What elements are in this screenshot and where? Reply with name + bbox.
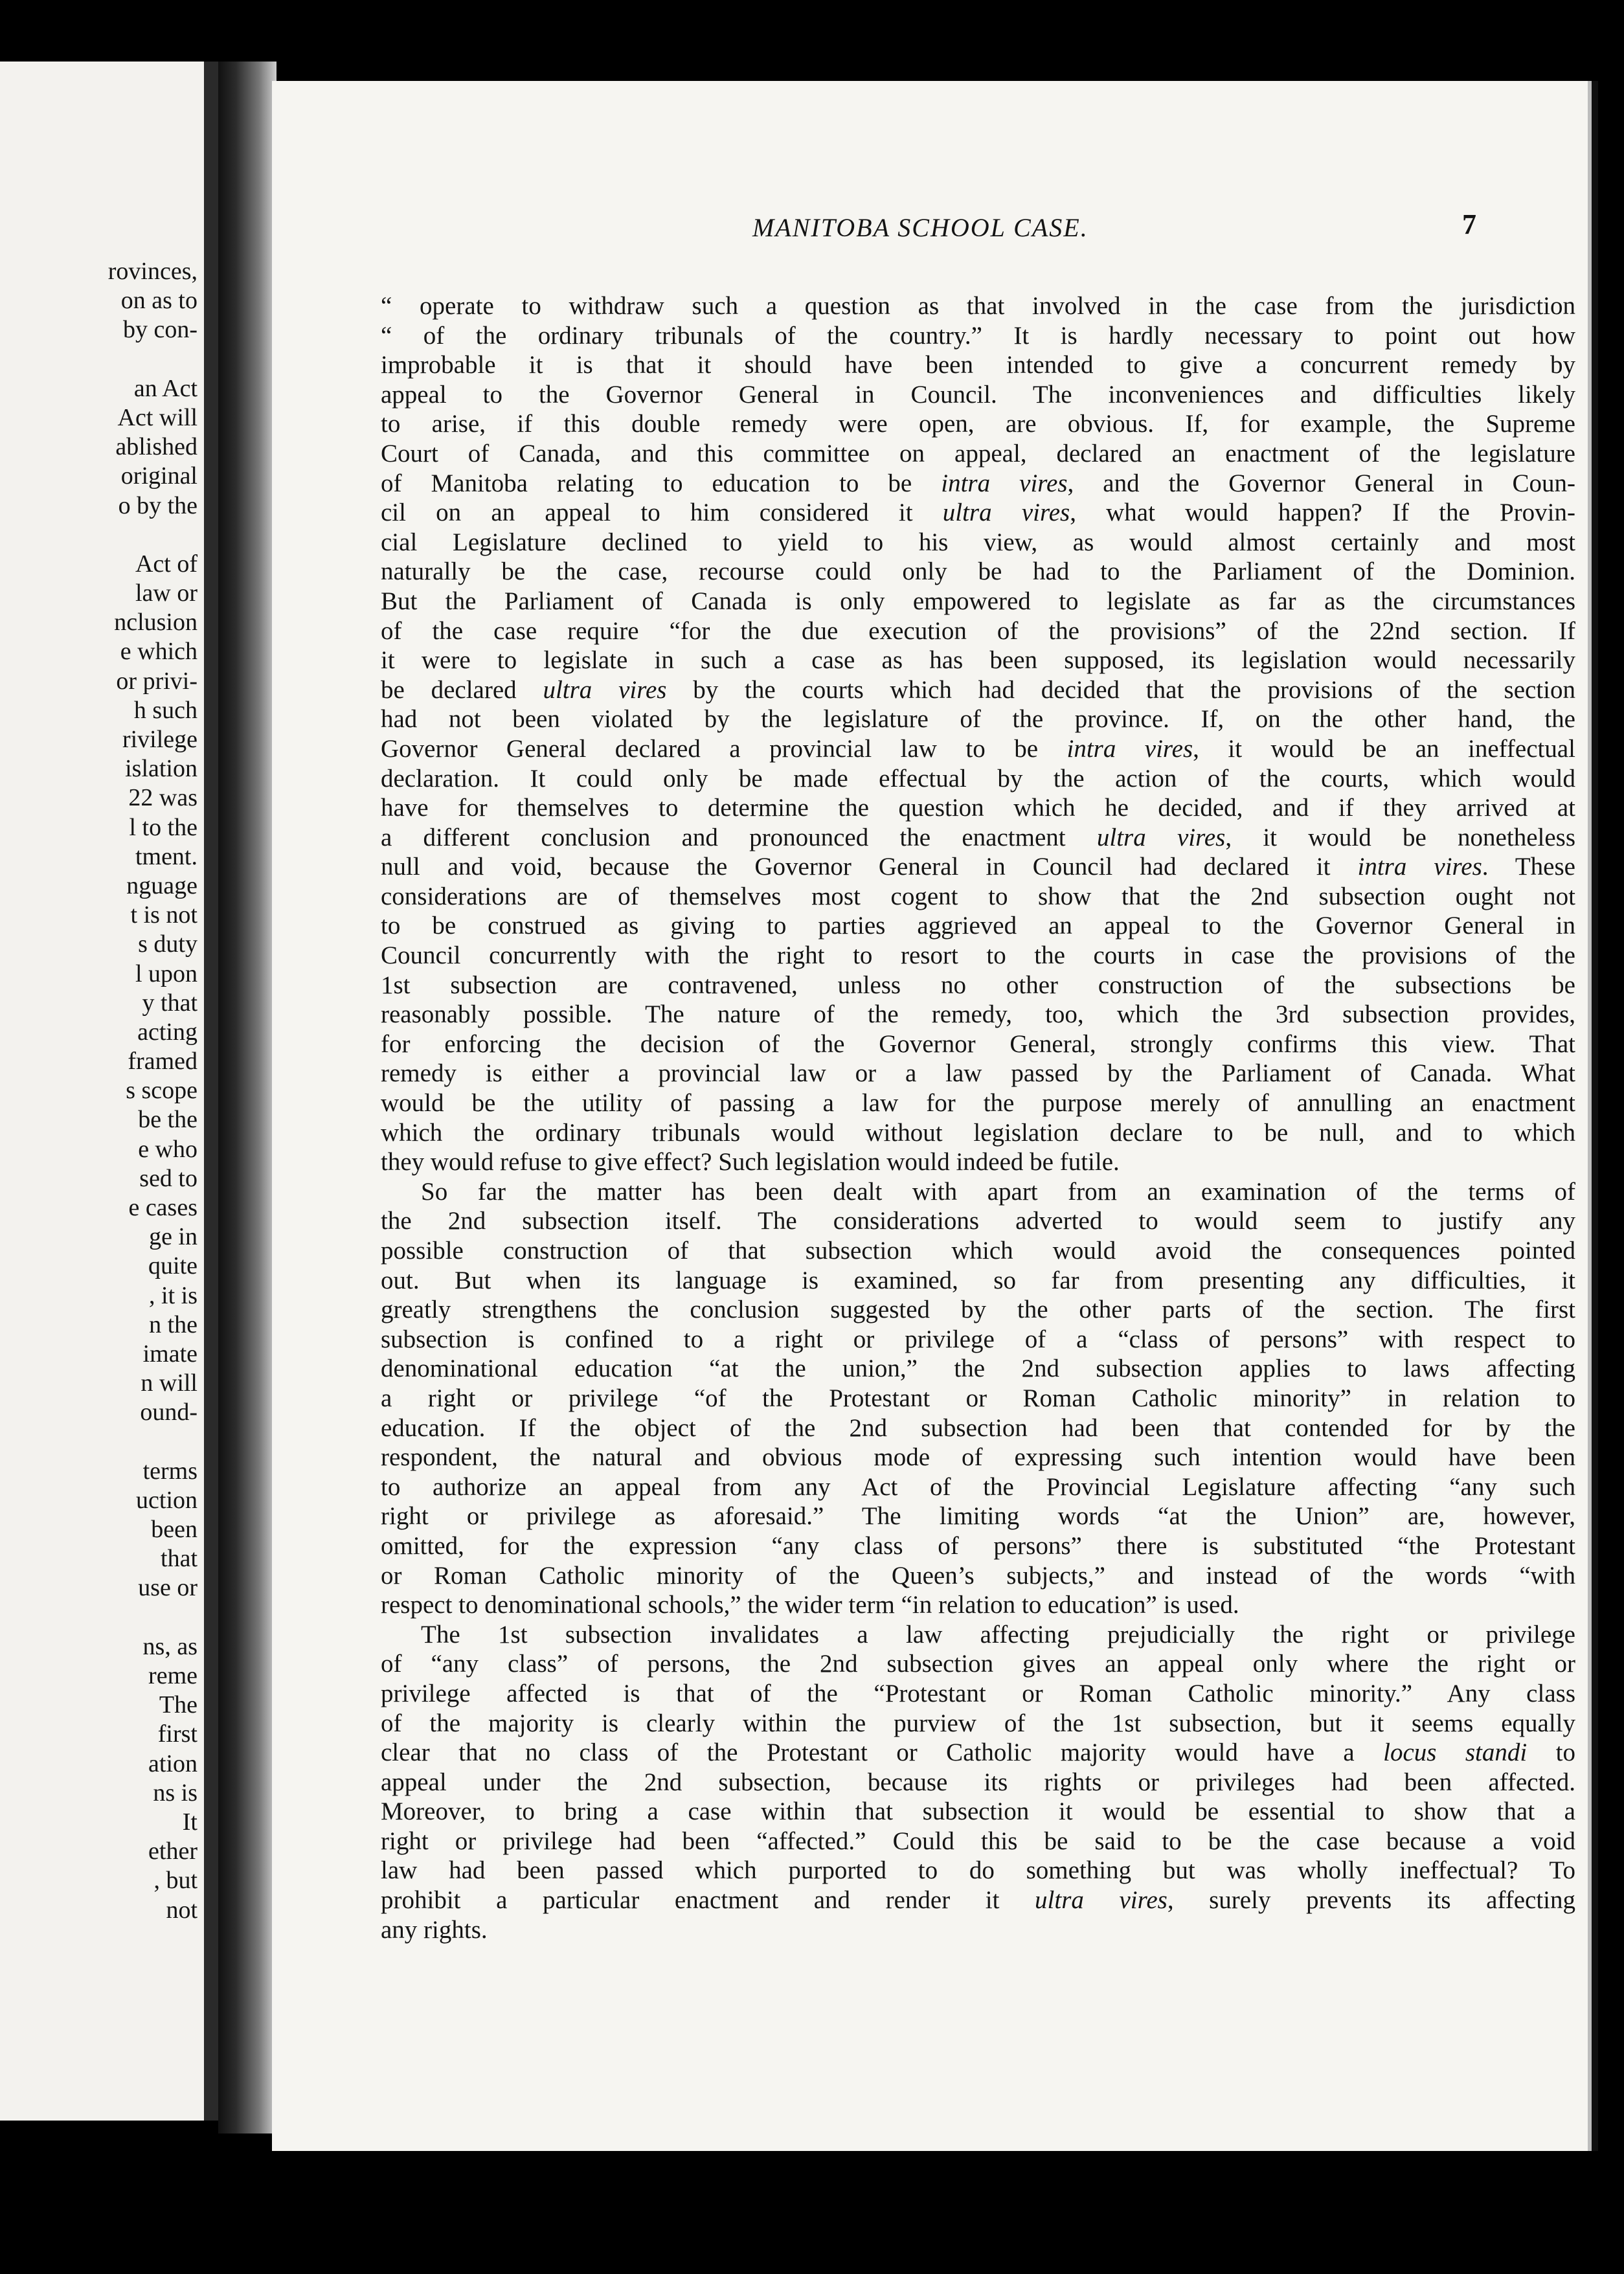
previous-page-line: reme <box>148 1662 197 1689</box>
text-line: to authorize an appeal from any Act of the Provincial Legislature affecting “any such <box>381 1472 1575 1501</box>
previous-page-line: an Act <box>133 374 197 402</box>
text-line: of the majority is clearly within the purview of the 1st subsection, but it seems equally <box>381 1709 1575 1737</box>
previous-page-line: sed to <box>139 1164 197 1192</box>
previous-page-line: on as to <box>120 287 197 315</box>
previous-page-line: terms <box>142 1457 197 1485</box>
document-page <box>272 81 1588 2151</box>
text-line: Court of Canada, and this committee on appeal, declared an enactment of the legislature <box>381 439 1575 467</box>
previous-page-line: nguage <box>126 872 197 899</box>
previous-page-line: Act will <box>117 403 197 431</box>
previous-page-line: l upon <box>135 960 197 987</box>
text-line: to be construed as giving to parties aggrieved an appeal to the Governor General in <box>381 912 1575 940</box>
text-line: respect to denominational schools,” the wider term “in relation to education” is used. <box>381 1591 1239 1619</box>
previous-page-line: e who <box>138 1135 197 1163</box>
previous-page-text <box>0 257 197 1925</box>
text-line: Council concurrently with the right to resort to the courts in case the provisions of the <box>381 941 1575 970</box>
text-line: a right or privilege “of the Protestant or Roman Catholic minority” in relation to <box>381 1384 1575 1412</box>
text-line: it were to legislate in such a case as has been supposed, its legislation would necessarily <box>381 646 1575 675</box>
text-line: for enforcing the decision of the Governor General, strongly confirms this view. That <box>381 1030 1575 1058</box>
previous-page-line: h such <box>133 696 197 724</box>
previous-page-line: rivilege <box>122 726 197 753</box>
scan-border <box>0 2151 1624 2274</box>
text-line: of “any class” of persons, the 2nd subsection gives an appeal only where the right or <box>381 1650 1575 1678</box>
text-line: cil on an appeal to him considered it ultra vires, what would happen? If the Provin- <box>381 499 1575 527</box>
text-line: right or privilege had been “affected.” Could this be said to be the case because a void <box>381 1827 1575 1855</box>
text-line: So far the matter has been dealt with apart from an examination of the terms of <box>421 1177 1575 1206</box>
previous-page-line: t is not <box>130 901 197 929</box>
previous-page-line: that <box>161 1545 197 1573</box>
previous-page-line: original <box>120 462 197 490</box>
text-line: would be the utility of passing a law for the purpose merely of annulling an enactment <box>381 1089 1575 1118</box>
previous-page-line: law or <box>135 580 197 607</box>
text-line: possible construction of that subsection which would avoid the consequences pointed <box>381 1237 1575 1265</box>
previous-page-line: s scope <box>126 1077 197 1105</box>
previous-page-line: nclusion <box>114 609 197 636</box>
text-line: education. If the object of the 2nd subsection had been that contended for by the <box>381 1413 1575 1442</box>
text-line: to arise, if this double remedy were open, are obvious. If, for example, the Supreme <box>381 410 1575 438</box>
text-line: The 1st subsection invalidates a law affecting prejudicially the right or privilege <box>421 1620 1575 1649</box>
previous-page-line: uction <box>136 1486 197 1514</box>
previous-page-line: use or <box>138 1574 197 1602</box>
text-line: improbable it is that it should have been intended to give a concurrent remedy by <box>381 351 1575 379</box>
previous-page-line: imate <box>142 1340 197 1368</box>
previous-page-line: s duty <box>138 930 197 958</box>
text-line: “ operate to withdraw such a question as that involved in the case from the jurisdiction <box>381 292 1575 320</box>
previous-page-line <box>0 1603 197 1632</box>
previous-page-line: ge in <box>149 1223 197 1251</box>
text-line: a different conclusion and pronounced the enactment ultra vires, it would be nonetheless <box>381 823 1575 851</box>
previous-page-line: It <box>182 1808 197 1836</box>
book-spine-shadow <box>218 62 276 2133</box>
previous-page-line: ound- <box>140 1399 197 1426</box>
text-line: have for themselves to determine the question which he decided, and if they arrived at <box>381 794 1575 822</box>
text-line: considerations are of themselves most cogent to show that the 2nd subsection ought not <box>381 882 1575 910</box>
page-number: 7 <box>1462 208 1476 240</box>
text-line: appeal to the Governor General in Council. The inconveniences and difficulties likely <box>381 380 1575 409</box>
previous-page-line <box>0 1428 197 1457</box>
previous-page-line: o by the <box>118 491 197 519</box>
text-line: reasonably possible. The nature of the remedy, too, which the 3rd subsection provides, <box>381 1000 1575 1029</box>
previous-page-line: rovinces, <box>107 258 197 285</box>
text-line: right or privilege as aforesaid.” The limiting words “at the Union” are, however, <box>381 1502 1575 1531</box>
text-line: 1st subsection are contravened, unless no other construction of the subsections be <box>381 971 1575 999</box>
text-line: which the ordinary tribunals would without legislation declare to be null, and to which <box>381 1118 1575 1147</box>
body-text <box>381 291 1575 1944</box>
previous-page-line: ns is <box>153 1779 197 1807</box>
text-line: any rights. <box>381 1915 488 1944</box>
previous-page-fragment <box>0 62 218 2121</box>
previous-page-line: n will <box>141 1369 197 1397</box>
text-line: or Roman Catholic minority of the Queen’s subjects,” and instead of the words “with <box>381 1561 1575 1590</box>
text-line: “ of the ordinary tribunals of the country.” It is hardly necessary to point out how <box>381 321 1575 350</box>
text-line: respondent, the natural and obvious mode of expressing such intention would have been <box>381 1443 1575 1472</box>
previous-page-line: first <box>157 1720 197 1748</box>
text-line: the 2nd subsection itself. The considerations adverted to would seem to justify any <box>381 1207 1575 1235</box>
text-line: remedy is either a provincial law or a law passed by the Parliament of Canada. What <box>381 1059 1575 1088</box>
previous-page-line: framed <box>128 1048 197 1075</box>
text-line: had not been violated by the legislature of the province. If, on the other hand, the <box>381 705 1575 734</box>
previous-page-line: e which <box>120 638 197 666</box>
text-line: omitted, for the expression “any class of persons” there is substituted “the Protestant <box>381 1531 1575 1560</box>
text-line: denominational education “at the union,” the 2nd subsection applies to laws affecting <box>381 1355 1575 1383</box>
previous-page-line: not <box>166 1896 197 1924</box>
previous-page-line: by con- <box>122 316 197 344</box>
previous-page-line: l to the <box>129 813 197 841</box>
running-head: MANITOBA SCHOOL CASE. <box>752 213 1088 242</box>
previous-page-line: Act of <box>135 550 197 578</box>
previous-page-line: quite <box>148 1252 197 1280</box>
text-line: clear that no class of the Protestant or Catholic majority would have a locus standi to <box>381 1739 1576 1767</box>
text-line: prohibit a particular enactment and render it ultra vires, surely prevents its affecting <box>381 1886 1575 1915</box>
previous-page-line: , but <box>153 1867 197 1895</box>
text-line: declaration. It could only be made effectual by the action of the courts, which would <box>381 764 1575 793</box>
previous-page-line: islation <box>125 755 197 783</box>
previous-page-line <box>0 521 197 550</box>
previous-page-line: 22 was <box>128 784 197 812</box>
previous-page-line: e cases <box>128 1194 197 1221</box>
text-line: naturally be the case, recourse could only be had to the Parliament of the Dominion. <box>381 557 1575 586</box>
previous-page-line: ation <box>148 1750 197 1777</box>
previous-page-line: n the <box>149 1311 197 1338</box>
previous-page-line: , it is <box>149 1281 197 1309</box>
previous-page-line <box>0 345 197 374</box>
previous-page-line: ns, as <box>142 1632 197 1660</box>
text-line: of Manitoba relating to education to be intra vires, and the Governor General in Coun- <box>381 469 1575 497</box>
previous-page-line: acting <box>137 1018 197 1046</box>
text-line: cial Legislature declined to yield to his view, as would almost certainly and most <box>381 528 1575 556</box>
text-line: they would refuse to give effect? Such legislation would indeed be futile. <box>381 1148 1120 1176</box>
text-line: privilege affected is that of the “Protestant or Roman Catholic minority.” Any class <box>381 1679 1575 1707</box>
previous-page-line: ether <box>148 1838 197 1865</box>
text-line: of the case require “for the due execution of the provisions” of the 22nd section. If <box>381 616 1575 645</box>
text-line: But the Parliament of Canada is only empowered to legislate as far as the circumstances <box>381 587 1575 615</box>
previous-page-line: tment. <box>135 842 197 870</box>
previous-page-line: ablished <box>115 433 197 461</box>
text-line: null and void, because the Governor General in Council had declared it intra vires. These <box>381 853 1575 881</box>
previous-page-line: be the <box>138 1106 197 1134</box>
text-line: be declared ultra vires by the courts which had decided that the provisions of the section <box>381 675 1575 704</box>
previous-page-line: been <box>151 1516 197 1544</box>
text-line: out. But when its language is examined, so far from presenting any difficulties, it <box>381 1266 1575 1294</box>
text-line: Moreover, to bring a case within that subsection it would be essential to show that a <box>381 1797 1575 1826</box>
text-line: greatly strengthens the conclusion suggested by the other parts of the section. The first <box>381 1296 1575 1324</box>
text-line: law had been passed which purported to do something but was wholly ineffectual? To <box>381 1856 1575 1885</box>
text-line: subsection is confined to a right or privilege of a “class of persons” with respect to <box>381 1325 1575 1353</box>
previous-page-line: or privi- <box>116 667 197 695</box>
text-line: Governor General declared a provincial law to be intra vires, it would be an ineffectual <box>381 734 1576 763</box>
text-line: appeal under the 2nd subsection, because its rights or privileges had been affected. <box>381 1768 1575 1796</box>
previous-page-line: y that <box>142 989 197 1017</box>
previous-page-line: The <box>159 1691 197 1719</box>
